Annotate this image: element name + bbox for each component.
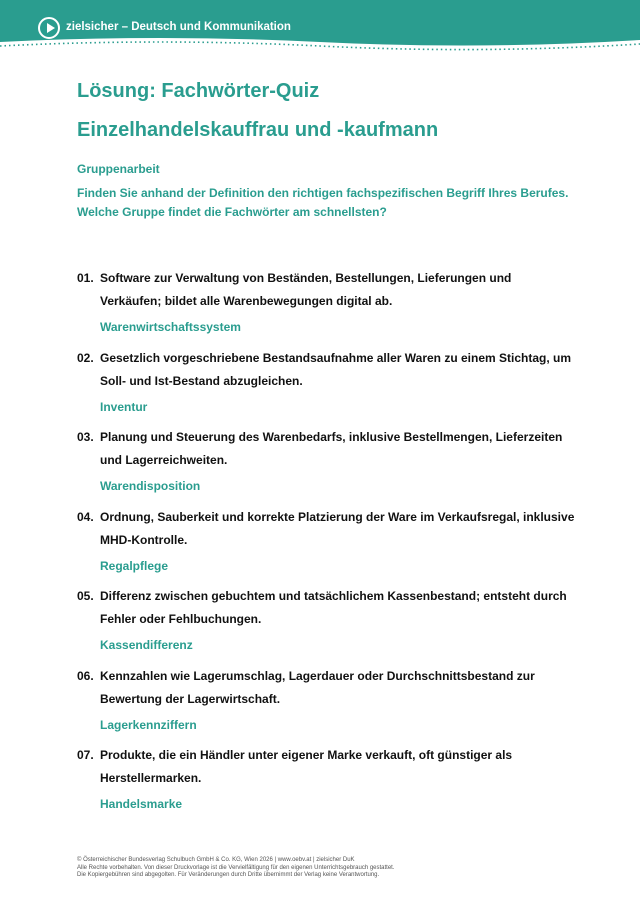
quiz-item: [77, 665, 577, 745]
copyright-footer: [77, 857, 557, 880]
play-circle-icon: [38, 17, 60, 39]
item-number: 02.: [77, 350, 94, 365]
item-number: 07.: [77, 748, 94, 762]
quiz-item: [77, 744, 577, 824]
quiz-item: [77, 585, 577, 665]
quiz-item: [77, 267, 577, 347]
footer-line: Alle Rechte vorbehalten. Von dieser Druckvorlage ist die Vervielfältigung für den eigenen Unterrichtsgebrauch gestattet.: [77, 864, 395, 871]
item-answer: Warendisposition: [100, 479, 201, 493]
item-answer: Kassendifferenz: [100, 638, 193, 652]
item-definition: Differenz zwischen gebuchtem und tatsächlichem Kassenbestand; entsteht durch Fehler oder Fehlbuchungen.: [100, 589, 567, 626]
item-answer: Inventur: [100, 399, 148, 414]
footer-line: © Österreichischer Bundesverlag Schulbuch GmbH & Co. KG, Wien 2026 | www.oebv.at | zielsicher DuK: [77, 857, 355, 863]
item-answer: Handelsmarke: [100, 797, 183, 811]
item-definition: Ordnung, Sauberkeit und korrekte Platzierung der Ware im Verkaufsregal, inklusive MHD-Kontrolle.: [100, 509, 575, 547]
item-definition: Planung und Steuerung des Warenbedarfs, inklusive Bestellmengen, Lieferzeiten und Lagerreichweiten.: [100, 430, 563, 467]
item-answer: Warenwirtschaftssystem: [100, 320, 241, 334]
item-definition: Produkte, die ein Händler unter eigener Marke verkauft, oft günstiger als Herstellermarken.: [100, 748, 513, 785]
item-definition: Gesetzlich vorgeschriebene Bestandsaufnahme aller Waren zu einem Stichtag, um Soll- und Ist-Bestand abzugleichen.: [100, 350, 572, 388]
item-answer: Regalpflege: [100, 558, 169, 573]
quiz-item: [77, 426, 577, 506]
item-number: 05.: [77, 589, 94, 603]
item-definition: Software zur Verwaltung von Beständen, Bestellungen, Lieferungen und Verkäufen; bildet alle Warenbewegungen digital ab.: [100, 271, 512, 308]
quiz-list: [77, 267, 577, 824]
page-subtitle: Einzelhandelskauffrau und -kaufmann: [77, 119, 439, 141]
item-answer: Lagerkennziffern: [100, 717, 197, 732]
item-number: 04.: [77, 509, 94, 524]
header-banner: [0, 0, 640, 56]
item-number: 06.: [77, 668, 94, 683]
quiz-item: [77, 506, 577, 586]
brand-name: zielsicher – Deutsch und Kommunikation: [66, 21, 291, 33]
footer-line: Die Kopiergebühren sind abgegolten. Für Veränderungen durch Dritte übernimmt der Verlag keine Verantwortung.: [77, 872, 380, 879]
quiz-item: [77, 347, 577, 427]
section-label: Gruppenarbeit: [77, 162, 160, 176]
instruction-text: Finden Sie anhand der Definition den richtigen fachspezifischen Begriff Ihres Berufes. Welche Gruppe findet die Fachwörter am schnellsten?: [77, 186, 569, 219]
item-definition: Kennzahlen wie Lagerumschlag, Lagerdauer oder Durchschnittsbestand zur Bewertung der Lagerwirtschaft.: [100, 668, 535, 706]
page-title: Lösung: Fachwörter-Quiz: [77, 80, 320, 102]
item-number: 03.: [77, 430, 94, 444]
item-number: 01.: [77, 271, 94, 285]
